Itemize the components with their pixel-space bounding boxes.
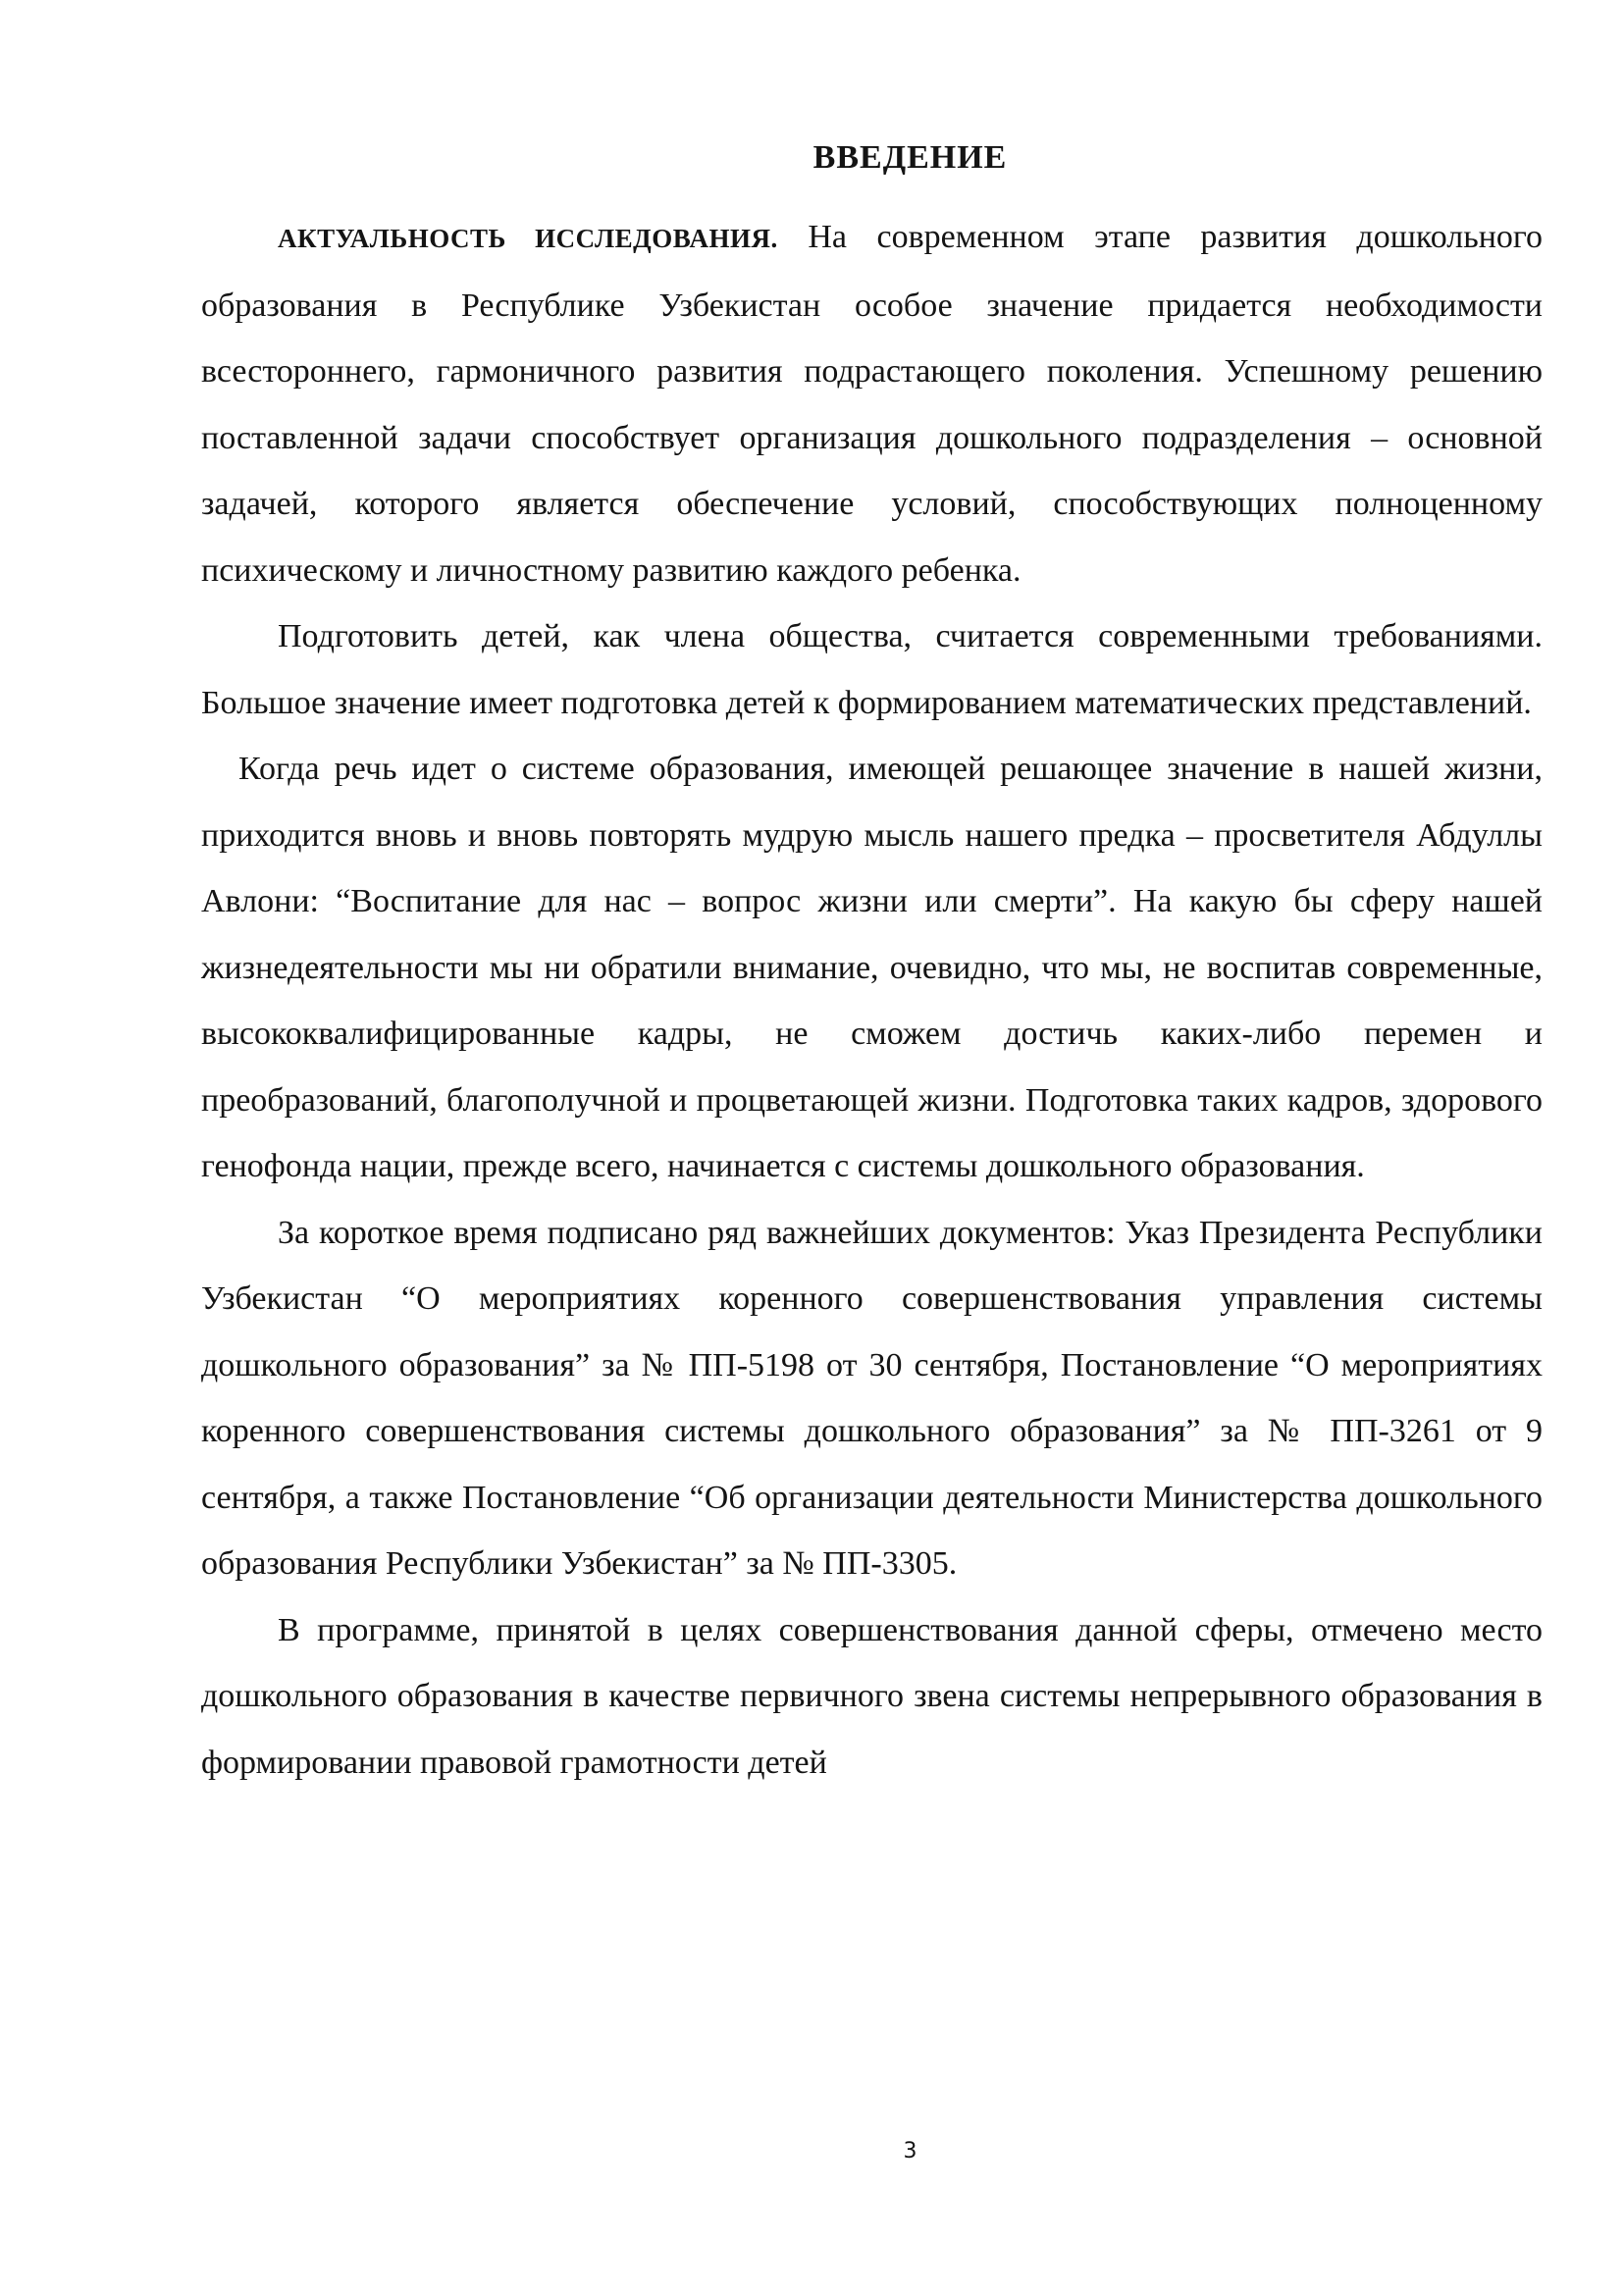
paragraph: За короткое время подписано ряд важнейших документов: Указ Президента Республики Узбекистан “О мероприятиях коренного совершенствования управления системы дошкольного образования” за № ПП-5198 от 30 сентября, Постановление “О мероприятиях коренного совершенствования системы дошкольного образования” за № ПП-3261 от 9 сентября, а также Постановление “Об организации деятельности Министерства дошкольного образования Республики Узбекистан” за № ПП-3305. — [201, 1214, 1543, 1582]
section-lead: АКТУАЛЬНОСТЬ ИССЛЕДОВАНИЯ. — [278, 224, 778, 253]
paragraph-text: На современном этапе развития дошкольного образования в Республике Узбекистан особое значение придается необходимости всестороннего, гармоничного развития подрастающего поколения. Успешному решению поставленной задачи способствует организация дошкольного подразделения – основной задачей, которого является обеспечение условий, способствующих полноценному психическому и личностному развитию каждого ребенка. — [201, 219, 1544, 589]
body-text — [201, 204, 1543, 1796]
paragraph: В программе, принятой в целях совершенствования данной сферы, отмечено место дошкольного образования в качестве первичного звена системы непрерывного образования в формировании правовой грамотности детей — [201, 1611, 1543, 1781]
paragraph-relevance — [201, 204, 1543, 603]
page-number: 3 — [903, 2139, 917, 2164]
page-title: ВВЕДЕНИЕ — [812, 139, 1008, 176]
paragraph: Подготовить детей, как члена общества, считается современными требованиями. Большое значение имеет подготовка детей к формированием математических представлений. — [201, 618, 1543, 721]
paragraph: Когда речь идет о системе образования, имеющей решающее значение в нашей жизни, приходится вновь и вновь повторять мудрую мысль нашего предка – просветителя Абдуллы Авлони: “Воспитание для нас – вопрос жизни или смерти”. На какую бы сферу нашей жизнедеятельности мы ни обратили внимание, очевидно, что мы, не воспитав современные, высококвалифицированные кадры, не сможем достичь каких-либо перемен и преобразований, благополучной и процветающей жизни. Подготовка таких кадров, здорового генофонда нации, прежде всего, начинается с системы дошкольного образования. — [201, 751, 1543, 1184]
